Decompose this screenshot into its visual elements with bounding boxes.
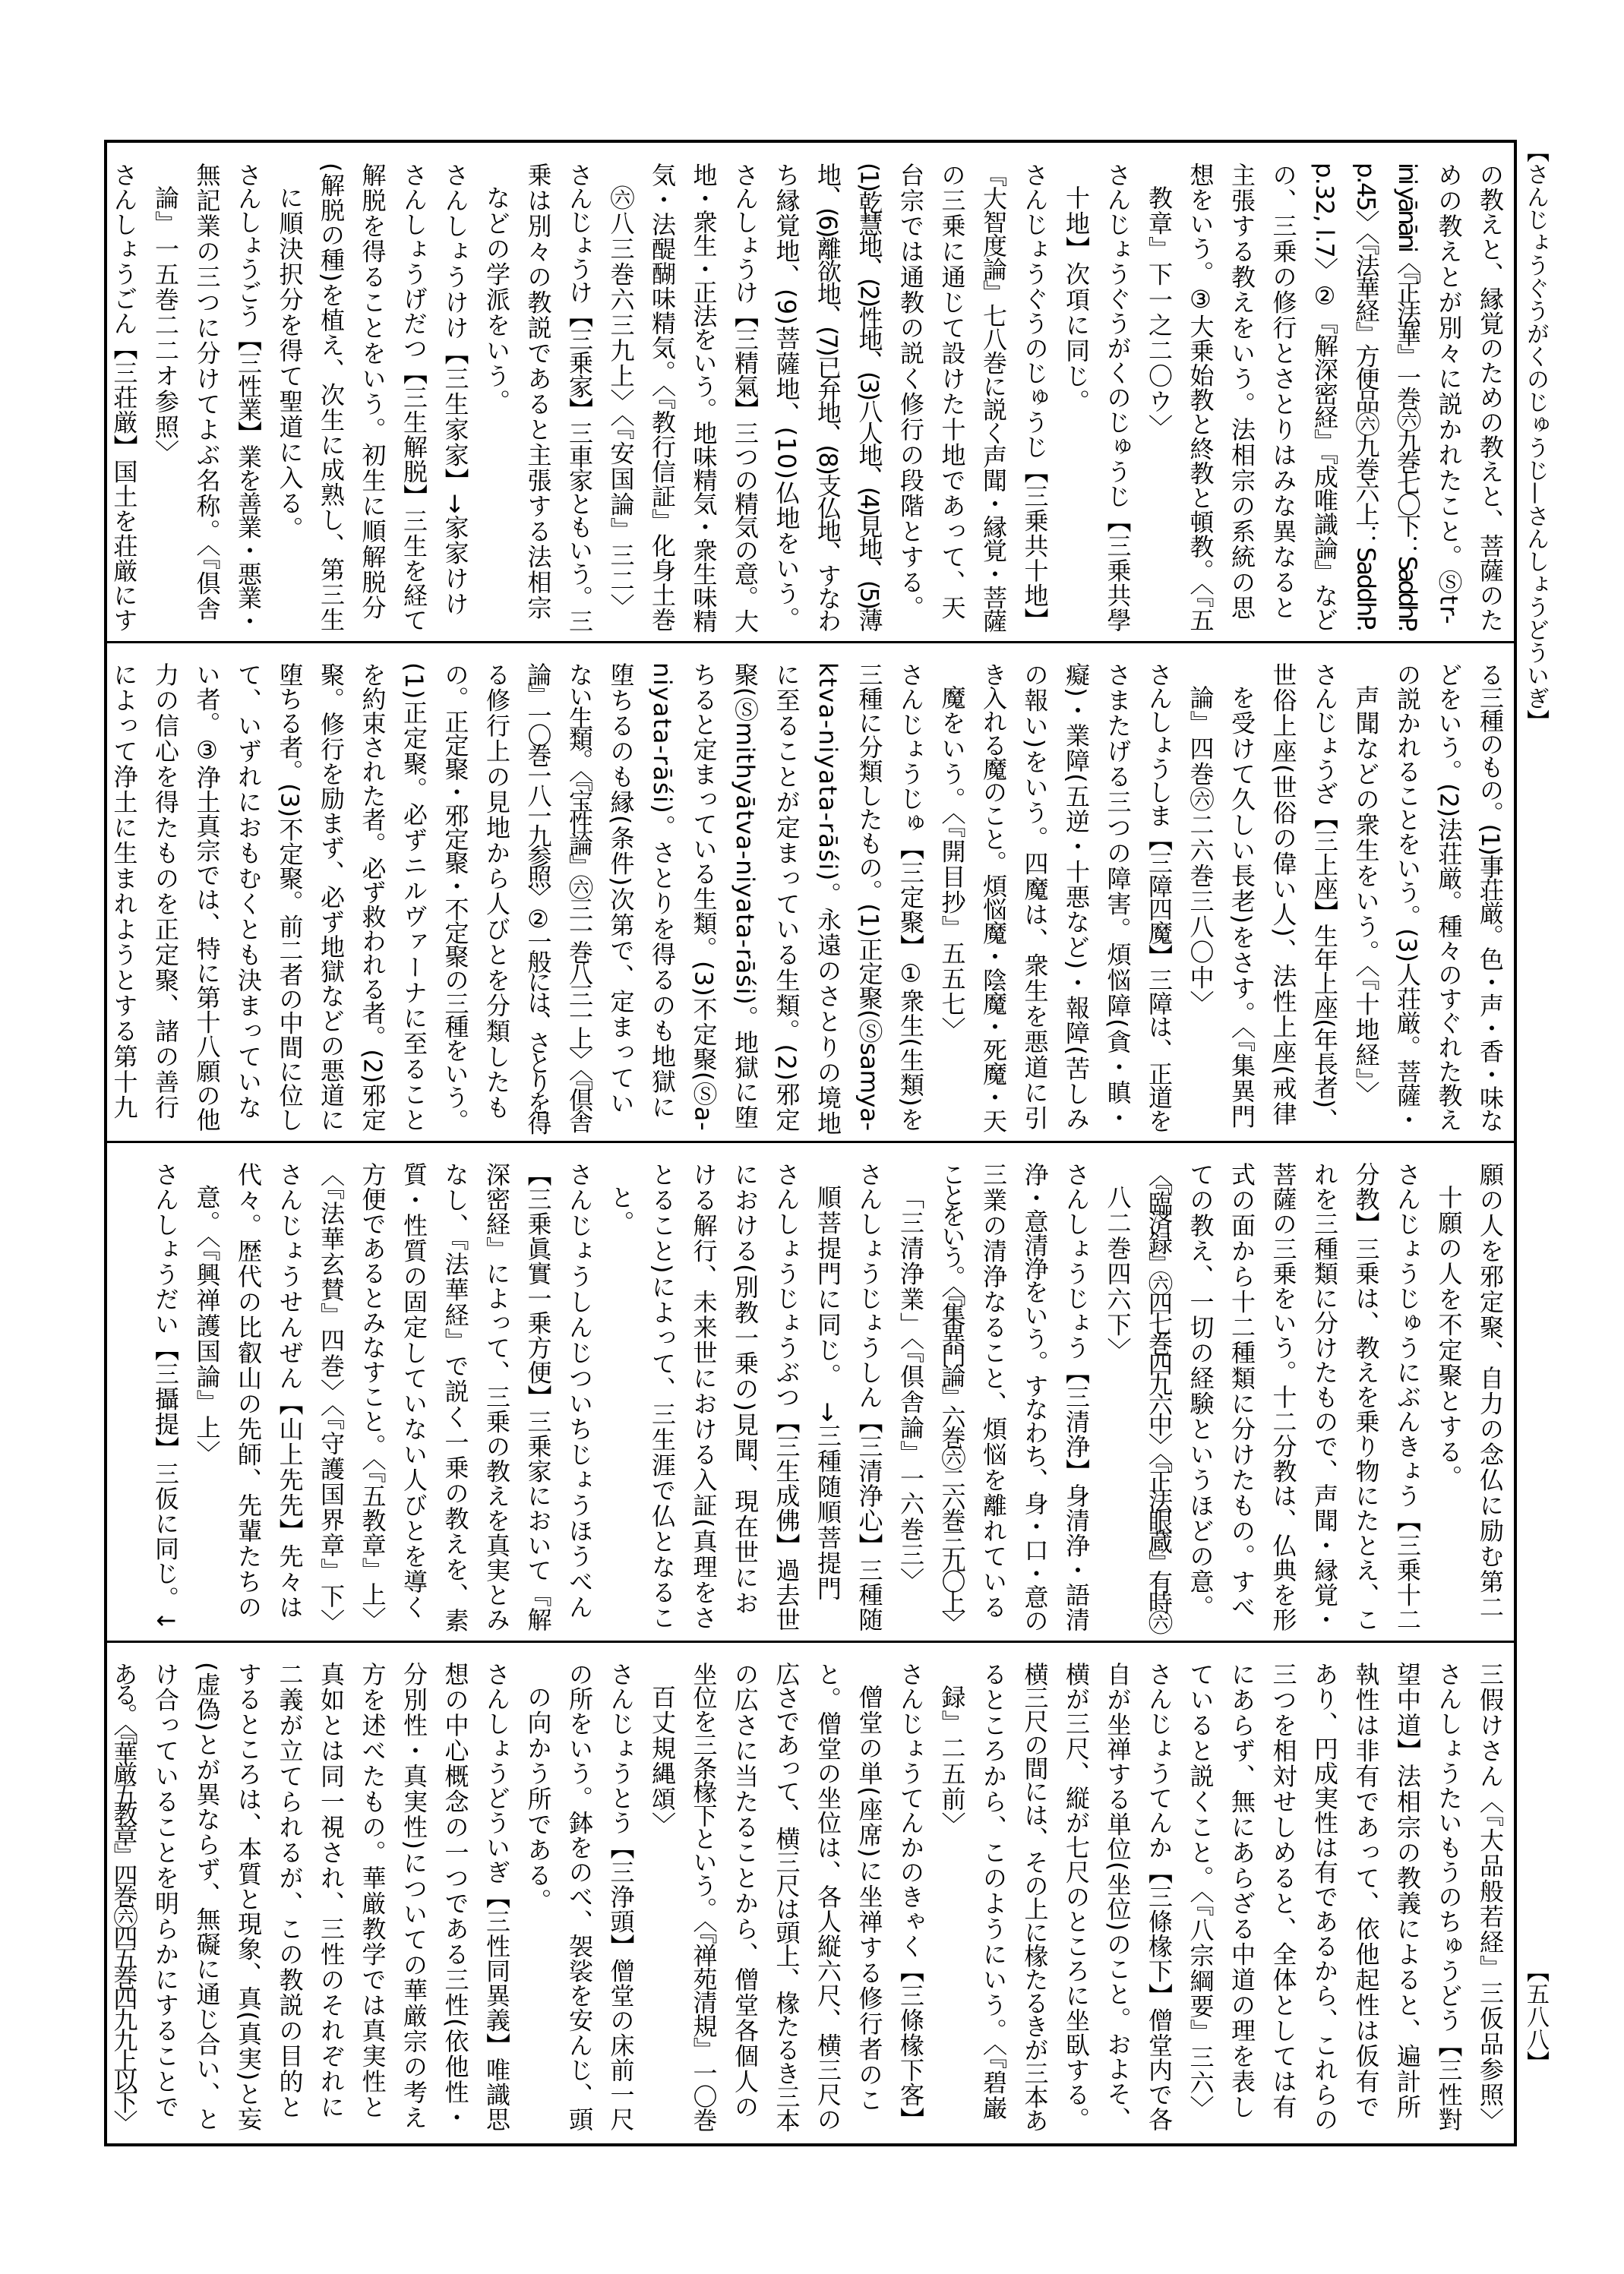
- line-text: 菩薩の三乗をいう。十二分教は、仏典を形: [1269, 1162, 1298, 1632]
- line-text: niyata-rāśi)。さとりを得るのも地獄に: [648, 662, 677, 1120]
- entry-text-line: [890, 143, 932, 621]
- line-text: 三種に分類したもの。(1)正定聚(Ⓢsamya-: [855, 662, 884, 1131]
- line-text: さんしょうたいもうのちゅうどう【三性對: [1434, 1662, 1464, 2132]
- entry-text-line: [1014, 1142, 1056, 1631]
- line-text: 無記業の三つに分けてよぶ名称。〈『倶舎: [192, 163, 222, 622]
- entry-text-line: [352, 643, 393, 1132]
- entry-text-line: [1345, 643, 1387, 1107]
- line-text: さんじょうてんかのきゃく【三條椽下客】: [896, 1662, 925, 2132]
- line-text: さんじょうじゅうにぶんきょう【三乗十二: [1393, 1162, 1422, 1632]
- entry-text-line: [269, 1642, 311, 2120]
- line-text: に至ることが定まっている生類。(2)邪定: [772, 662, 801, 1133]
- line-text: さんじょうてんか【三條椽下】僧堂内で各: [1145, 1662, 1174, 2132]
- entry-text-line: [807, 1142, 849, 1601]
- line-text: ていると説くこと。〈『八宗綱要』三六〉: [1186, 1662, 1215, 2121]
- entry-text-line: [1304, 1642, 1346, 2131]
- dictionary-tier-1: [107, 143, 1514, 643]
- entry-text-line: [1428, 643, 1470, 1132]
- line-text: ち縁覚地、(9)菩薩地、(10)仏地をいう。: [772, 163, 801, 632]
- line-text: ての教え、一切の経験というほどの意。: [1186, 1162, 1215, 1620]
- entry-text-line: [517, 143, 559, 621]
- entry-headword-line: [848, 1142, 890, 1631]
- entry-text-line: [517, 1642, 559, 1914]
- page-number: 【五八八】: [1522, 1960, 1549, 2073]
- entry-text-line: [642, 1642, 684, 1837]
- line-text: 癡)・業障(五逆・十悪など)・報障(苦しみ: [1062, 662, 1091, 1132]
- entry-text-line: [848, 1642, 890, 2113]
- entry-text-line: [766, 643, 807, 1132]
- line-text: ことをいう。〈『集異門論』六巻㊅二六巻三九〇上〉: [937, 1162, 967, 1631]
- entry-text-line: [1428, 1142, 1470, 1490]
- line-text: と。: [606, 1185, 636, 1236]
- line-text: 魔をいう。〈『開目抄』五五七〉: [937, 685, 967, 1043]
- entry-text-line: [1180, 643, 1221, 1016]
- line-text: さんしょうしま【三障四魔】三障は、正道を: [1145, 662, 1174, 1132]
- line-text: 主張する教えをいう。法相宗の系統の思: [1227, 163, 1256, 621]
- entry-headword-line: [476, 1642, 518, 2131]
- entry-headword-line: [393, 143, 435, 632]
- entry-text-line: [1180, 1142, 1221, 1620]
- entry-text-line: [725, 1642, 766, 2120]
- entry-text-line: [1304, 143, 1346, 631]
- entry-text-line: [352, 143, 393, 621]
- entry-text-line: [517, 643, 559, 1131]
- entry-text-line: [186, 1642, 228, 2131]
- line-text: における(別教一乗の)見聞、現在世にお: [731, 1162, 760, 1616]
- line-text: る修行上の見地から人びとを分類したも: [482, 662, 511, 1120]
- entry-text-line: [1056, 143, 1098, 415]
- entry-text-line: [683, 1142, 725, 1631]
- line-text: 深密経』によって、三乗の教えを真実とみ: [482, 1162, 511, 1632]
- entry-text-line: [807, 143, 849, 630]
- entry-text-line: [103, 643, 145, 1120]
- line-text: するところは、本質と現象、真(真実)と妄: [234, 1662, 263, 2131]
- entry-text-line: [1387, 643, 1429, 1132]
- entry-text-line: [145, 143, 187, 466]
- entry-text-line: [807, 1642, 849, 2131]
- line-text: 代々。歴代の比叡山の先師、先輩たちの: [234, 1162, 263, 1620]
- entry-text-line: [269, 143, 311, 542]
- entry-text-line: [352, 1642, 393, 2120]
- line-text: さんじょうじゅ【三定聚】①衆生(生類)を: [896, 662, 925, 1132]
- entry-headword-line: [1387, 1142, 1429, 1631]
- entry-text-line: [1387, 143, 1429, 629]
- entry-text-line: [476, 143, 518, 415]
- entry-text-line: [1345, 1642, 1387, 2120]
- line-text: 三假けさん〈『大品般若経』三仮品参照〉: [1476, 1662, 1505, 2133]
- entry-text-line: [1221, 1642, 1263, 2120]
- line-text: ㊅八三巻六三九上〉〈『安国論』三二〉: [606, 185, 636, 619]
- entry-text-line: [848, 143, 890, 630]
- entry-text-line: [311, 1642, 352, 2120]
- line-text: 分教】三乗は、教えを乗り物にたとえ、こ: [1351, 1162, 1381, 1632]
- entry-text-line: [973, 643, 1015, 1132]
- line-text: 式の面から十二種類に分けたもの。すべ: [1227, 1162, 1256, 1620]
- line-text: 聚。修行を励まず、必ず地獄などの悪道に: [317, 662, 346, 1132]
- entry-text-line: [393, 1642, 435, 2130]
- line-text: さんじょうざ【三上座】生年上座(年長者)、: [1310, 662, 1339, 1132]
- entry-headword-line: [1097, 143, 1139, 632]
- entry-text-line: [807, 643, 849, 1136]
- entry-text-line: [352, 1142, 393, 1631]
- entry-text-line: [683, 1642, 725, 2131]
- line-text: 想の中心概念の一つである三性(依他性・: [441, 1662, 470, 2130]
- entry-text-line: [186, 1142, 228, 1466]
- line-text: 乗は別々の教説であると主張する法相宗: [523, 163, 553, 621]
- entry-text-line: [1262, 1642, 1304, 2120]
- line-text: 堕ちるのも縁(条件)次第で、定まってい: [606, 662, 636, 1116]
- entry-text-line: [931, 143, 973, 621]
- entry-text-line: [1304, 1142, 1346, 1631]
- line-text: る三種のもの。(1)事荘厳。色・声・香・味な: [1476, 662, 1505, 1132]
- line-text: 方を述べたもの。華厳教学では真実性と: [358, 1662, 387, 2120]
- entry-text-line: [269, 643, 311, 1132]
- entry-text-line: [1139, 143, 1180, 440]
- line-text: 〈『臨済録』㊅四七巻四九六中〉〈『正法眼蔵』有時㊅: [1145, 1162, 1174, 1631]
- line-text: の。正定聚・邪定聚・不定聚の三種をいう。: [441, 662, 470, 1132]
- line-text: の説かれることをいう。(3)人荘厳。菩薩・: [1393, 662, 1422, 1132]
- line-text: ける解行、未来世における入証(真理をさ: [689, 1162, 719, 1631]
- line-text: 坐位を三条椽下という。〈『禅苑清規』一〇巻: [689, 1662, 719, 2131]
- line-text: 『大智度論』七八巻に説く声聞・縁覚・菩薩: [979, 163, 1008, 633]
- line-text: 気・法醍醐味精気。〈『教行信証』化身土巻: [648, 163, 677, 632]
- line-text: 「三清浄業」〈『倶舎論』一六巻三〉: [896, 1185, 925, 1593]
- entry-text-line: [931, 1642, 973, 1837]
- line-text: れを三種類に分けたもので、声聞・縁覚・: [1310, 1162, 1339, 1632]
- line-text: によって浄土に生まれようとする第十九: [109, 662, 139, 1120]
- line-text: 想をいう。③大乗始教と終教と頓教。〈『五: [1186, 163, 1215, 632]
- entry-text-line: [1262, 643, 1304, 1126]
- line-text: け合っていることを明らかにすることで: [151, 1662, 180, 2120]
- entry-headword-line: [559, 1142, 601, 1620]
- entry-text-line: [434, 643, 476, 1132]
- line-text: 声聞などの衆生をいう。〈『十地経』〉: [1351, 685, 1381, 1107]
- entry-headword-line: [1139, 643, 1180, 1132]
- entry-headword-line: [1139, 1642, 1180, 2131]
- line-text: さんしょうどういぎ【三性同異義】唯識思: [482, 1662, 511, 2132]
- line-text: 望中道】法相宗の教義によると、遍計所: [1393, 1662, 1422, 2120]
- entry-text-line: [517, 1142, 559, 1631]
- line-text: 真如とは同一視され、三性のそれぞれに: [317, 1662, 346, 2120]
- entry-text-line: [1470, 1642, 1512, 2133]
- entry-text-line: [228, 1642, 270, 2131]
- line-text: にあらず、無にあらざる中道の理を表し: [1227, 1662, 1256, 2120]
- line-text: さんしょうげだつ【三生解脱】三生を経て: [400, 163, 428, 633]
- line-text: 横が三尺、縦が七尺のところに坐臥する。: [1062, 1662, 1091, 2132]
- entry-text-line: [145, 643, 187, 1120]
- line-text: (1)正定聚。必ずニルヴァーナに至ること: [400, 662, 428, 1133]
- line-text: 論』一〇巻一八一九参照〉②一般には、さとりを得: [523, 662, 553, 1132]
- entry-text-line: [393, 1142, 435, 1620]
- line-text: (虚偽)とが異ならず、無礙に通じ合い、と: [192, 1662, 222, 2131]
- line-text: の向かう所である。: [523, 1685, 553, 1914]
- entry-headword-line: [103, 143, 145, 632]
- line-text: とること)によって、三生涯で仏となるこ: [648, 1162, 677, 1631]
- line-text: さんしょうごん【三荘厳】国土を荘厳にす: [109, 163, 139, 633]
- entry-headword-line: [1014, 143, 1056, 632]
- line-text: さんじょうせんぜん【山上先先】先々は: [275, 1162, 305, 1620]
- line-text: などの学派をいう。: [482, 185, 511, 415]
- entry-text-line: [1097, 1142, 1139, 1363]
- entry-text-line: [766, 143, 807, 631]
- line-text: さんしょうじょう【三清浄】身清浄・語清: [1062, 1162, 1091, 1632]
- line-text: の教えと、縁覚のための教えと、菩薩のた: [1476, 163, 1505, 633]
- line-text: めの教えとが別々に説かれたこと。Ⓢtr-: [1434, 163, 1464, 626]
- dictionary-tier-3: [107, 1142, 1514, 1642]
- entry-headword-line: [600, 1642, 642, 2131]
- entry-text-line: [600, 143, 642, 619]
- entry-text-line: [228, 1142, 270, 1620]
- entry-text-line: [103, 1642, 145, 2130]
- entry-text-line: [186, 643, 228, 1132]
- line-text: なし、『法華経』で説く一乗の教えを、素: [441, 1162, 470, 1634]
- line-text: 百丈規縄頌〉: [648, 1685, 677, 1837]
- entry-text-line: [1221, 143, 1263, 621]
- entry-text-line: [600, 643, 642, 1116]
- entry-text-line: [145, 1642, 187, 2120]
- line-text: どをいう。(2)法荘厳。種々のすぐれた教え: [1434, 662, 1464, 1132]
- entry-headword-line: [269, 1142, 311, 1620]
- entry-headword-line: [1428, 1642, 1470, 2131]
- line-text: 順菩提門に同じ。 →三種随順菩提門: [814, 1185, 842, 1602]
- line-text: 僧堂の単(座席)に坐禅する修行者のこ: [855, 1685, 884, 2113]
- entry-text-line: [186, 143, 228, 622]
- line-text: あり、円成実性は有であるから、これらの: [1310, 1662, 1339, 2132]
- entry-text-line: [642, 643, 684, 1120]
- entry-text-line: [559, 1642, 601, 2131]
- entry-text-line: [973, 1142, 1015, 1620]
- entry-text-line: [1056, 1642, 1098, 2131]
- entry-text-line: [1180, 143, 1221, 632]
- entry-headword-line: [145, 1142, 187, 1631]
- entry-headword-line: [559, 143, 601, 632]
- entry-text-line: [1221, 643, 1263, 1129]
- entry-headword-line: [1304, 643, 1346, 1132]
- entry-text-line: [1139, 1142, 1180, 1631]
- running-head: 【さんじょうぐうがくのじゅうじ—さんしょうどういぎ】: [1522, 140, 1549, 732]
- line-text: 執性は非有であって、依他起性は仮有で: [1351, 1662, 1381, 2120]
- line-text: 願の人を邪定聚、自力の念仏に励む第二: [1476, 1162, 1505, 1620]
- line-text: ini yānāni〈『正法華』一巻㊅九巻七〇下：SaddhP.: [1393, 163, 1422, 630]
- line-text: き入れる魔のこと。煩悩魔・陰魔・死魔・天: [979, 662, 1008, 1132]
- line-text: ない生類。〈『宝性論』㊅三一巻八三一上〉〈『倶舎: [565, 662, 594, 1131]
- line-text: さんじょうとう【三浄頭】僧堂の床前一尺: [606, 1662, 636, 2132]
- line-text: さんじょうぐうのじゅうじ【三乗共十地】: [1020, 163, 1050, 633]
- entry-text-line: [393, 643, 435, 1132]
- dictionary-page-frame: [104, 140, 1517, 2146]
- line-text: 録』二五前〉: [937, 1685, 967, 1837]
- line-text: るところから、このようにいう。〈『碧巌: [979, 1662, 1008, 2121]
- line-text: さんじょうしんじついちじょうほうべん: [565, 1162, 594, 1620]
- line-text: の所をいう。鉢をのべ、袈裟を安んじ、頭: [565, 1662, 594, 2132]
- entry-text-line: [1470, 1142, 1512, 1620]
- entry-text-line: [642, 1142, 684, 1631]
- line-text: 意。〈『興禅護国論』上〉: [192, 1185, 222, 1466]
- line-text: 三つを相対せしめると、全体としては有: [1269, 1662, 1298, 2120]
- line-text: 自が坐禅する単位(坐位)のこと。およそ、: [1103, 1662, 1133, 2131]
- entry-headword-line: [890, 643, 932, 1132]
- line-text: を約束された者。必ず救われる者。(2)邪定: [358, 662, 387, 1132]
- entry-headword-line: [766, 1142, 807, 1631]
- line-text: 堕ちる者。(3)不定聚。前二者の中間に位し: [275, 662, 305, 1132]
- line-text: の広さに当たることから、僧堂各個人の: [731, 1662, 760, 2120]
- line-text: の三乗に通じて設けた十地であって、天: [937, 163, 967, 621]
- entry-text-line: [311, 143, 352, 632]
- line-text: ktva-niyata-rāśi)。永遠のさとりの境地: [814, 662, 842, 1136]
- entry-text-line: [642, 143, 684, 632]
- entry-text-line: [434, 1642, 476, 2130]
- line-text: 方便であるとみなすこと。〈『五教章』上〉: [358, 1162, 387, 1631]
- entry-text-line: [766, 1642, 807, 2131]
- entry-headword-line: [1056, 1142, 1098, 1631]
- line-text: 十願の人を不定聚とする。: [1434, 1185, 1464, 1490]
- entry-text-line: [1056, 643, 1098, 1132]
- entry-text-line: [683, 643, 725, 1131]
- entry-text-line: [973, 143, 1015, 632]
- line-text: 三業の清浄なること、煩悩を離れている: [979, 1162, 1008, 1620]
- entry-text-line: [434, 1142, 476, 1634]
- entry-text-line: [725, 1142, 766, 1615]
- line-text: 解脱を得ることをいう。初生に順解脱分: [358, 163, 387, 621]
- dictionary-tier-4: [107, 1642, 1514, 2142]
- line-text: 【三乗眞實一乗方便】三乗家において『解: [523, 1162, 553, 1632]
- entry-text-line: [1262, 143, 1304, 621]
- line-text: 〈『法華玄賛』四巻〉〈『守護国界章』下〉: [317, 1162, 346, 1634]
- line-text: さまたげる三つの障害。煩悩障(貪・瞋・: [1103, 662, 1133, 1131]
- line-text: さんじょうぐうがくのじゅうじ【三乗共學: [1103, 163, 1133, 633]
- line-text: の報い)をいう。四魔は、衆生を悪道に引: [1020, 662, 1050, 1131]
- line-text: 教章』下一之二〇ウ〉: [1145, 185, 1174, 440]
- entry-text-line: [931, 643, 973, 1043]
- line-text: に順決択分を得て聖道に入る。: [275, 185, 305, 542]
- entry-headword-line: [890, 1642, 932, 2131]
- entry-text-line: [476, 643, 518, 1120]
- line-text: 浄・意清浄をいう。すなわち、身・口・意の: [1020, 1162, 1050, 1632]
- line-text: 台宗では通教の説く修行の段階とする。: [896, 163, 925, 621]
- line-text: 力の信心を得たものを正定聚、諸の善行: [151, 662, 180, 1120]
- line-text: の、三乗の修行とさとりはみな異なると: [1269, 163, 1298, 621]
- line-text: 分別性・真実性)についての華厳宗の考え: [400, 1662, 428, 2130]
- line-text: p.45〉〈『法華経』方便品㊅九巻六上：SaddhP.: [1351, 163, 1381, 630]
- line-text: 地、(6)離欲地、(7)已弁地、(8)支仏地、すなわ: [814, 163, 842, 631]
- line-text: さんしょうじょうぶつ【三生成佛】過去世: [772, 1162, 801, 1632]
- entry-text-line: [228, 643, 270, 1120]
- entry-text-line: [890, 1142, 932, 1593]
- entry-text-line: [1387, 1642, 1429, 2120]
- entry-text-line: [683, 143, 725, 632]
- entry-text-line: [1014, 643, 1056, 1131]
- entry-text-line: [1014, 1642, 1056, 2131]
- line-text: 聚(Ⓢmithyātva-niyata-rāśi)。地獄に堕: [731, 662, 760, 1129]
- entry-text-line: [1470, 143, 1512, 632]
- line-text: 論』四巻㊅二六巻三八〇中〉: [1186, 685, 1215, 1016]
- entry-text-line: [931, 1142, 973, 1631]
- line-text: 質・性質の固定していない人びとを導く: [400, 1162, 428, 1620]
- line-text: 八二巻四六下〉: [1103, 1185, 1133, 1363]
- line-text: p.32, l.7〉②『解深密経』『成唯識論』など: [1310, 163, 1339, 631]
- entry-text-line: [1345, 143, 1387, 630]
- entry-text-line: [973, 1642, 1015, 2121]
- line-text: 論』一五巻二二オ参照〉: [151, 185, 180, 466]
- entry-text-line: [1221, 1142, 1263, 1620]
- entry-headword-line: [228, 143, 270, 632]
- line-text: 横三尺の間には、その上に椽たるきが三本あ: [1020, 1662, 1050, 2132]
- line-text: 広さであって、横三尺は頭上、椽たるき三本: [772, 1662, 801, 2132]
- dictionary-tier-2: [107, 643, 1514, 1142]
- line-text: 世俗上座(世俗の偉い人)、法性上座(戒律: [1269, 662, 1298, 1127]
- entry-text-line: [559, 643, 601, 1131]
- line-text: を受けて久しい長老)をさす。〈『集異門: [1227, 685, 1256, 1129]
- entry-text-line: [1097, 1642, 1139, 2131]
- entry-text-line: [725, 643, 766, 1129]
- line-text: 地・衆生・正法をいう。地味精気・衆生味精: [689, 163, 719, 633]
- entry-text-line: [476, 1142, 518, 1631]
- line-text: ちると定まっている生類。(3)不定聚(Ⓢa-: [689, 662, 719, 1132]
- line-text: さんしょうだい【三攝提】三仮に同じ。↓: [151, 1162, 180, 1632]
- line-text: ある。〈『華厳五教章』四巻㊅四五巻四九九上以下〉: [109, 1662, 139, 2130]
- entry-text-line: [1262, 1142, 1304, 1631]
- line-text: さんしょうけ【三精氣】三つの精気の意。大: [731, 163, 760, 633]
- line-text: と。僧堂の坐位は、各人縦六尺、横三尺の: [814, 1662, 842, 2132]
- line-text: (解脱の種)を植え、次生に成熟し、第三生: [317, 163, 346, 632]
- line-text: さんじょうけ【三乗家】三車家ともいう。三: [565, 163, 594, 633]
- line-text: さんしょうごう【三性業】業を善業・悪業・: [234, 163, 263, 633]
- line-text: さんしょうけけ【三生家家】→家家けけ: [441, 163, 470, 617]
- entry-text-line: [848, 643, 890, 1131]
- line-text: て、いずれにおもむくとも決まっていな: [234, 662, 263, 1120]
- entry-text-line: [1470, 643, 1512, 1131]
- entry-text-line: [311, 643, 352, 1132]
- entry-text-line: [600, 1142, 642, 1236]
- entry-text-line: [1345, 1142, 1387, 1631]
- entry-text-line: [1428, 143, 1470, 625]
- line-text: い者。③浄土真宗では、特に第十八願の他: [192, 662, 222, 1132]
- line-text: (1)乾慧地、(2)性地、(3)八人地、(4)見地、(5)薄: [855, 163, 884, 630]
- entry-text-line: [311, 1142, 352, 1634]
- line-text: さんしょうじょうしん【三清浄心】三種随: [855, 1162, 884, 1632]
- line-text: 十地】次項に同じ。: [1062, 185, 1091, 415]
- entry-headword-line: [434, 143, 476, 617]
- entry-text-line: [1180, 1642, 1221, 2121]
- line-text: 二義が立てられるが、この教説の目的と: [275, 1662, 305, 2120]
- entry-text-line: [1097, 643, 1139, 1131]
- entry-headword-line: [725, 143, 766, 632]
